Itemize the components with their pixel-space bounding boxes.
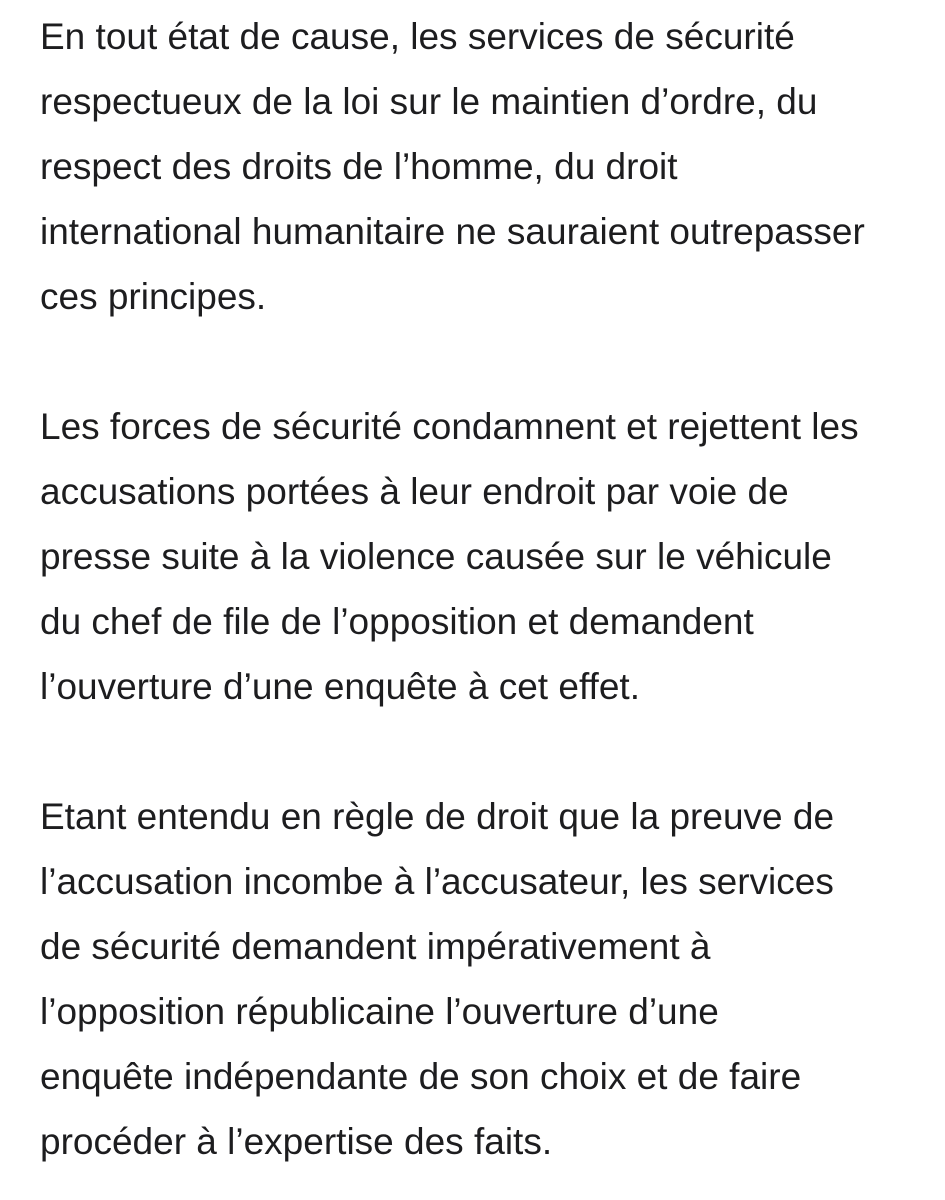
paragraph-3 [40, 784, 930, 1174]
paragraph-line: enquête indépendante de son choix et de faire [40, 1056, 802, 1097]
paragraph-line: international humanitaire ne sauraient outrepasser [40, 211, 865, 252]
paragraph-line: respect des droits de l’homme, du droit [40, 146, 678, 187]
paragraph-1 [40, 4, 930, 329]
document-body [40, 4, 930, 1174]
paragraph-line: accusations portées à leur endroit par voie de [40, 471, 789, 512]
paragraph-line: respectueux de la loi sur le maintien d’ordre, du [40, 81, 818, 122]
paragraph-line: Etant entendu en règle de droit que la preuve de [40, 796, 835, 837]
paragraph-spacer [40, 329, 930, 394]
paragraph-line: ces principes. [40, 276, 267, 317]
paragraph-line: l’ouverture d’une enquête à cet effet. [40, 666, 640, 707]
paragraph-2 [40, 394, 930, 719]
paragraph-line: l’accusation incombe à l’accusateur, les services [40, 861, 834, 902]
paragraph-line: En tout état de cause, les services de sécurité [40, 16, 795, 57]
paragraph-line: du chef de file de l’opposition et demandent [40, 601, 754, 642]
paragraph-line: Les forces de sécurité condamnent et rejettent les [40, 406, 859, 447]
paragraph-line: procéder à l’expertise des faits. [40, 1121, 553, 1162]
paragraph-line: de sécurité demandent impérativement à [40, 926, 711, 967]
paragraph-line: l’opposition républicaine l’ouverture d’une [40, 991, 719, 1032]
paragraph-line: presse suite à la violence causée sur le véhicule [40, 536, 832, 577]
paragraph-spacer [40, 719, 930, 784]
